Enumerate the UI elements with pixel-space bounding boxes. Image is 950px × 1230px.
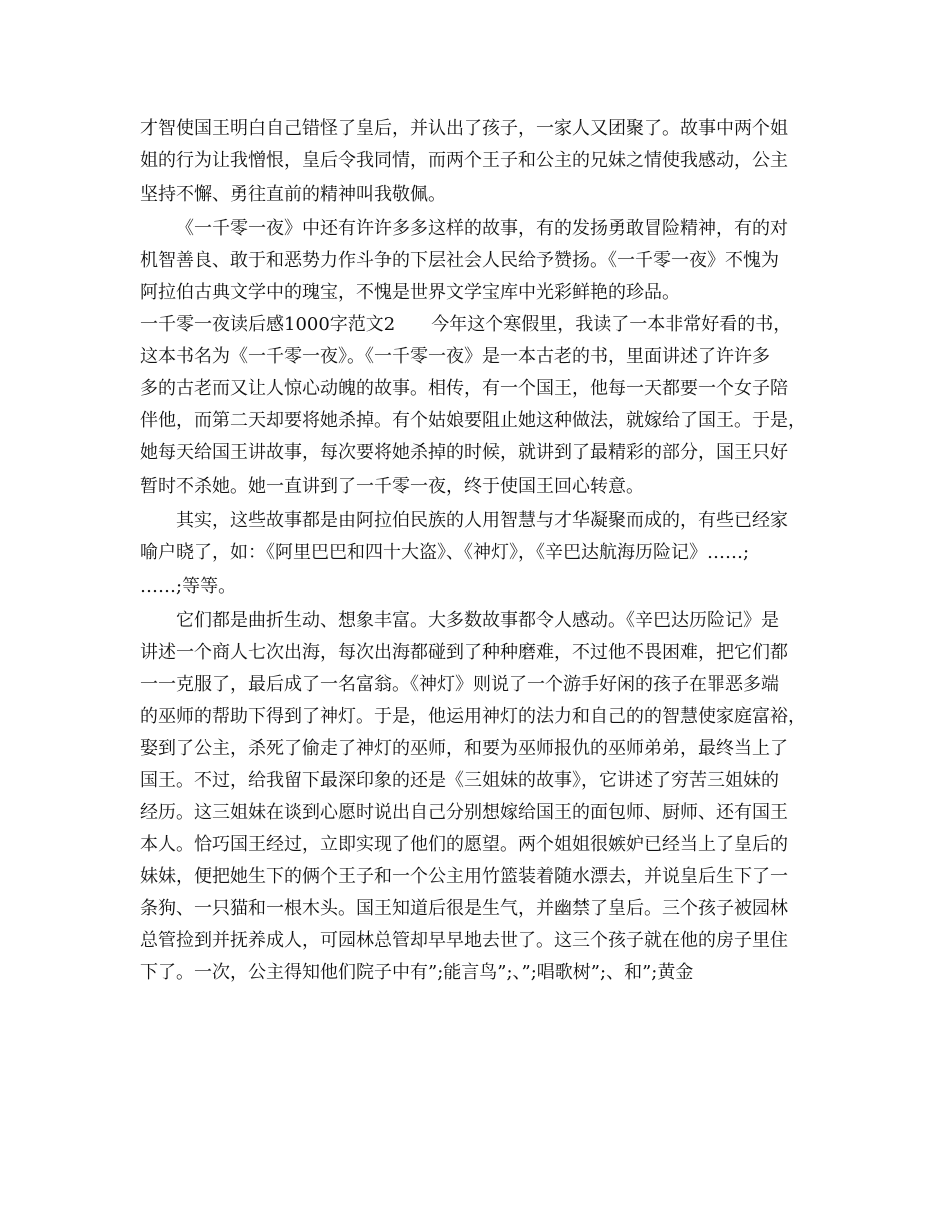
- paragraph-start-line: 《一千零一夜》中还有许许多多这样的故事，有的发扬勇敢冒险精神，有的对: [176, 218, 788, 239]
- text-line-17: 讲述一个商人七次出海，每次出海都碰到了种种磨难，不过他不畏困难，把它们都: [140, 642, 788, 663]
- section-heading-line: 一千零一夜读后感1000字范文2 今年这个寒假里，我读了一本非常好看的书，: [140, 314, 792, 335]
- text-line-1: 才智使国王明白自己错怪了皇后，并认出了孩子，一家人又团聚了。故事中两个姐: [140, 118, 788, 139]
- text-line-19: 的巫师的帮助下得到了神灯。于是，他运用神灯的法力和自己的的智慧使家庭富裕，: [140, 706, 806, 727]
- text-line-11: 她每天给国王讲故事，每次要将她杀掉的时候，就讲到了最精彩的部分，国王只好: [140, 442, 788, 463]
- text-line-25: 条狗、一只猫和一根木头。国王知道后很是生气，并幽禁了皇后。三个孩子被园林: [140, 898, 788, 919]
- text-line-21: 国王。不过，给我留下最深印象的还是《三姐妹的故事》，它讲述了穷苦三姐妹的: [140, 770, 779, 791]
- text-line-6: 阿拉伯古典文学中的瑰宝，不愧是世界文学宝库中光彩鲜艳的珍品。: [140, 282, 680, 303]
- text-line-18: 一一克服了，最后成了一名富翁。《神灯》则说了一个游手好闲的孩子在罪恶多端: [140, 674, 779, 695]
- text-line-20: 娶到了公主，杀死了偷走了神灯的巫师，和要为巫师报仇的巫师弟弟，最终当上了: [140, 738, 788, 759]
- document-body: [140, 113, 820, 989]
- text-line-22: 经历。这三姐妹在谈到心愿时说出自己分别想嫁给国王的面包师、厨师、还有国王: [140, 802, 788, 823]
- paragraph-start-line: 其实，这些故事都是由阿拉伯民族的人用智慧与才华凝聚而成的，有些已经家: [176, 510, 788, 531]
- paragraph-start-line: 它们都是曲折生动、想象丰富。大多数故事都令人感动。《辛巴达历险记》是: [176, 610, 779, 631]
- text-line-14: 喻户晓了，如：《阿里巴巴和四十大盗》、《神灯》，《辛巴达航海历险记》……;: [140, 542, 750, 563]
- text-line-10: 伴他，而第二天却要将她杀掉。有个姑娘要阻止她这种做法，就嫁给了国王。于是，: [140, 410, 806, 431]
- text-line-2: 姐的行为让我憎恨，皇后令我同情，而两个王子和公主的兄妹之情使我感动，公主: [140, 150, 788, 171]
- text-line-24: 妹妹，便把她生下的俩个王子和一个公主用竹篮装着随水漂去，并说皇后生下了一: [140, 866, 788, 887]
- text-line-26: 总管捡到并抚养成人，可园林总管却早早地去世了。这三个孩子就在他的房子里住: [140, 930, 788, 951]
- text-line-5: 机智善良、敢于和恶势力作斗争的下层社会人民给予赞扬。《一千零一夜》不愧为: [140, 250, 779, 271]
- text-line-23: 本人。恰巧国王经过，立即实现了他们的愿望。两个姐姐很嫉妒已经当上了皇后的: [140, 834, 788, 855]
- text-line-27: 下了。一次，公主得知他们院子中有”;能言鸟”;、”;唱歌树”;、和”;黄金: [140, 962, 694, 983]
- text-line-8: 这本书名为《一千零一夜》。《一千零一夜》是一本古老的书，里面讲述了许许多: [140, 346, 770, 367]
- text-line-3: 坚持不懈、勇往直前的精神叫我敬佩。: [140, 184, 446, 205]
- text-line-12: 暂时不杀她。她一直讲到了一千零一夜，终于使国王回心转意。: [140, 476, 644, 497]
- text-line-15: ……;等等。: [140, 576, 237, 597]
- text-line-9: 多的古老而又让人惊心动魄的故事。相传，有一个国王，他每一天都要一个女子陪: [140, 378, 788, 399]
